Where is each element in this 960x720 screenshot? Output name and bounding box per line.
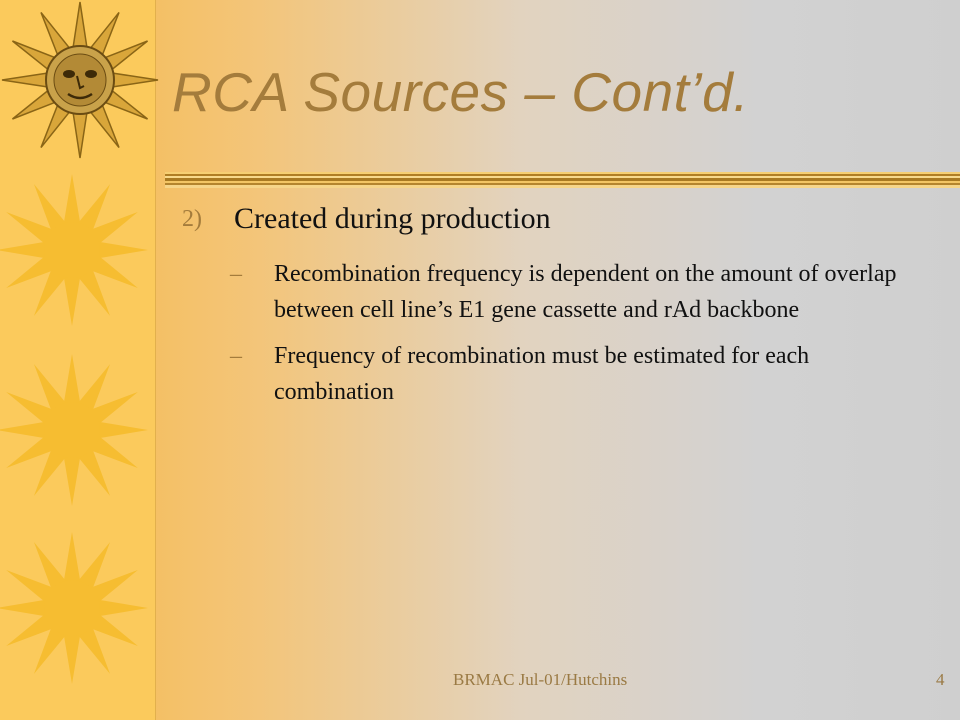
sun-icon [0, 530, 160, 690]
sub-item [182, 338, 902, 410]
sub-item [182, 256, 902, 328]
sub-item-dash: – [230, 343, 242, 369]
footer-text: BRMAC Jul-01/Hutchins [453, 670, 628, 689]
sun-face-icon [0, 0, 160, 165]
page-number: 4 [936, 670, 945, 689]
sub-item-dash: – [230, 261, 242, 287]
sub-item-text: Recombination frequency is dependent on the amount of overlap between cell line’s E1 gene cassette and rAd backbone [274, 261, 897, 323]
slide-title: RCA Sources – Cont’d. [172, 61, 750, 123]
sub-item-text: Frequency of recombination must be estimated for each combination [274, 343, 810, 405]
item-number: 2) [182, 206, 202, 232]
slide-content [182, 200, 902, 410]
sun-icon [0, 352, 160, 512]
item-text: Created during production [234, 202, 551, 235]
list-item [182, 200, 902, 238]
title-underline [165, 172, 960, 188]
sun-icon [0, 172, 160, 332]
